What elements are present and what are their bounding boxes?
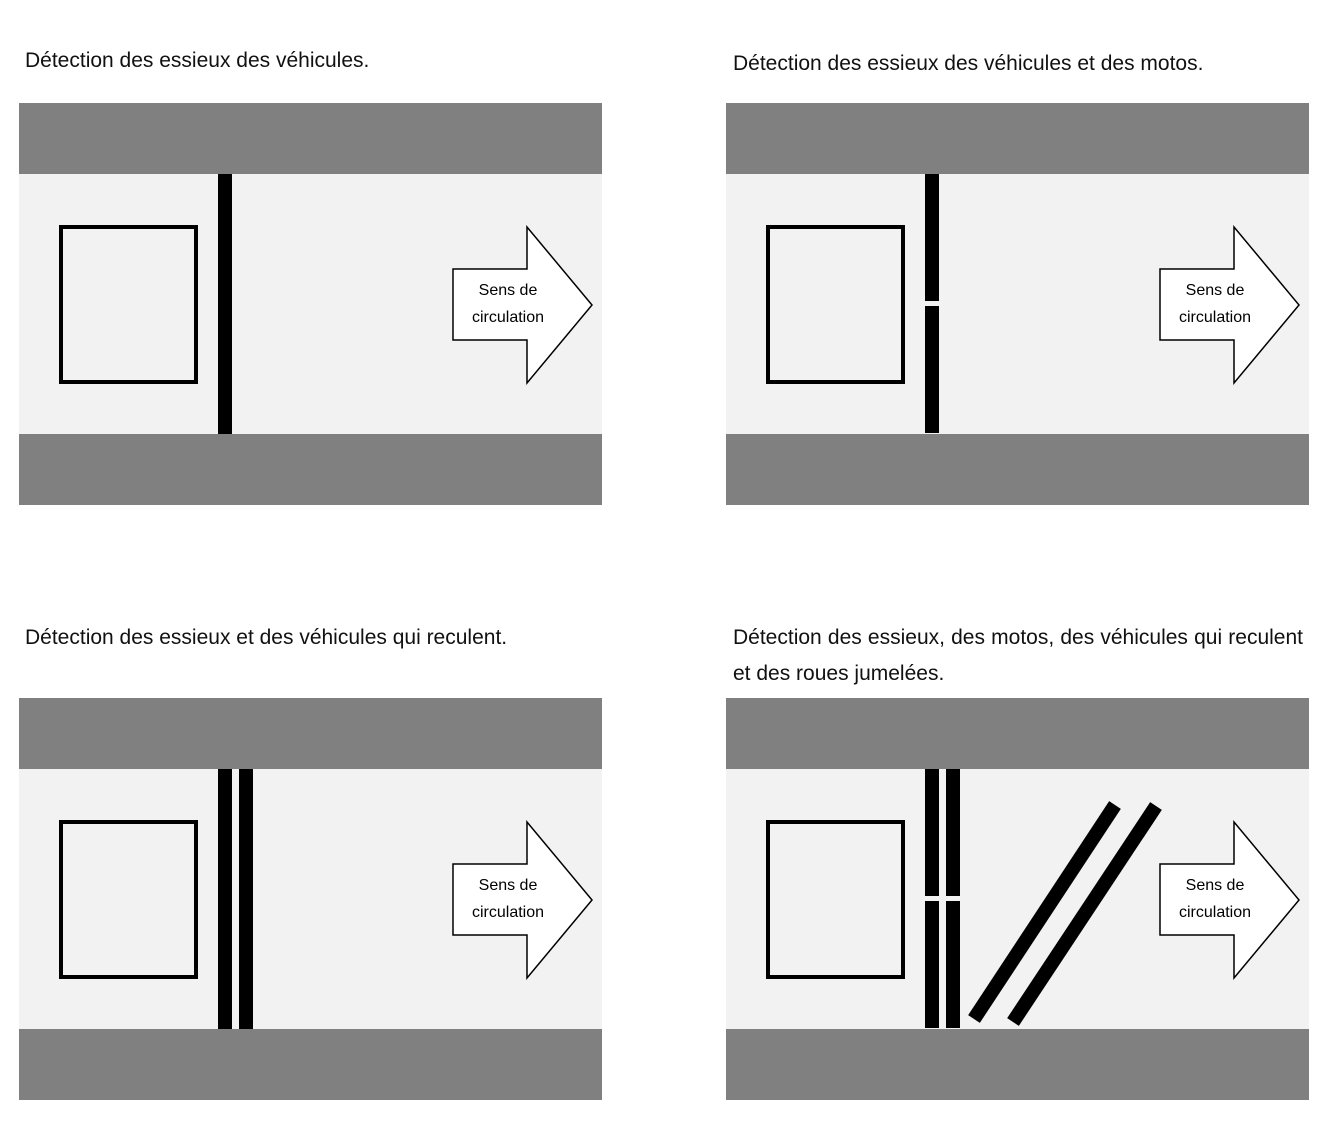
direction-label-line-1: Sens de xyxy=(478,282,538,299)
shoulder-bottom xyxy=(19,434,602,505)
shoulder-top xyxy=(726,103,1309,174)
diagonal-sensor-2 xyxy=(1013,806,1156,1022)
direction-label xyxy=(1159,277,1271,331)
direction-label-line-1: Sens de xyxy=(478,877,538,894)
direction-label-line-1: Sens de xyxy=(1185,877,1245,894)
caption-panel-1: Détection des essieux des véhicules. xyxy=(25,49,370,72)
road-diagram-2 xyxy=(726,103,1309,505)
direction-label xyxy=(1159,872,1271,926)
direction-label-line-2: circulation xyxy=(1178,309,1252,326)
direction-label xyxy=(452,872,564,926)
axle-sensor-upper xyxy=(925,174,939,301)
shoulder-bottom xyxy=(726,434,1309,505)
caption-panel-3: Détection des essieux et des véhicules qui reculent. xyxy=(25,626,508,649)
direction-label xyxy=(452,277,564,331)
caption-panel-2: Détection des essieux des véhicules et des motos. xyxy=(733,52,1204,75)
axle-sensor-lower xyxy=(925,306,939,433)
axle-sensor-2 xyxy=(239,769,253,1029)
direction-label-line-2: circulation xyxy=(471,309,545,326)
inductive-loop xyxy=(766,225,905,384)
road-diagram-4 xyxy=(726,698,1309,1100)
shoulder-top xyxy=(19,698,602,769)
direction-label-line-2: circulation xyxy=(1178,904,1252,921)
direction-arrow xyxy=(452,820,597,980)
direction-arrow xyxy=(452,225,597,385)
inductive-loop xyxy=(59,225,198,384)
direction-label-line-1: Sens de xyxy=(1185,282,1245,299)
shoulder-bottom xyxy=(19,1029,602,1100)
direction-label-line-2: circulation xyxy=(471,904,545,921)
direction-arrow xyxy=(1159,820,1304,980)
axle-sensor xyxy=(218,174,232,434)
road-diagram-1 xyxy=(19,103,602,505)
inductive-loop xyxy=(59,820,198,979)
direction-arrow xyxy=(1159,225,1304,385)
axle-sensor-1 xyxy=(218,769,232,1029)
caption-panel-4: Détection des essieux, des motos, des véhicules qui reculent et des roues jumelées. xyxy=(733,626,1303,685)
shoulder-top xyxy=(19,103,602,174)
road-diagram-3 xyxy=(19,698,602,1100)
